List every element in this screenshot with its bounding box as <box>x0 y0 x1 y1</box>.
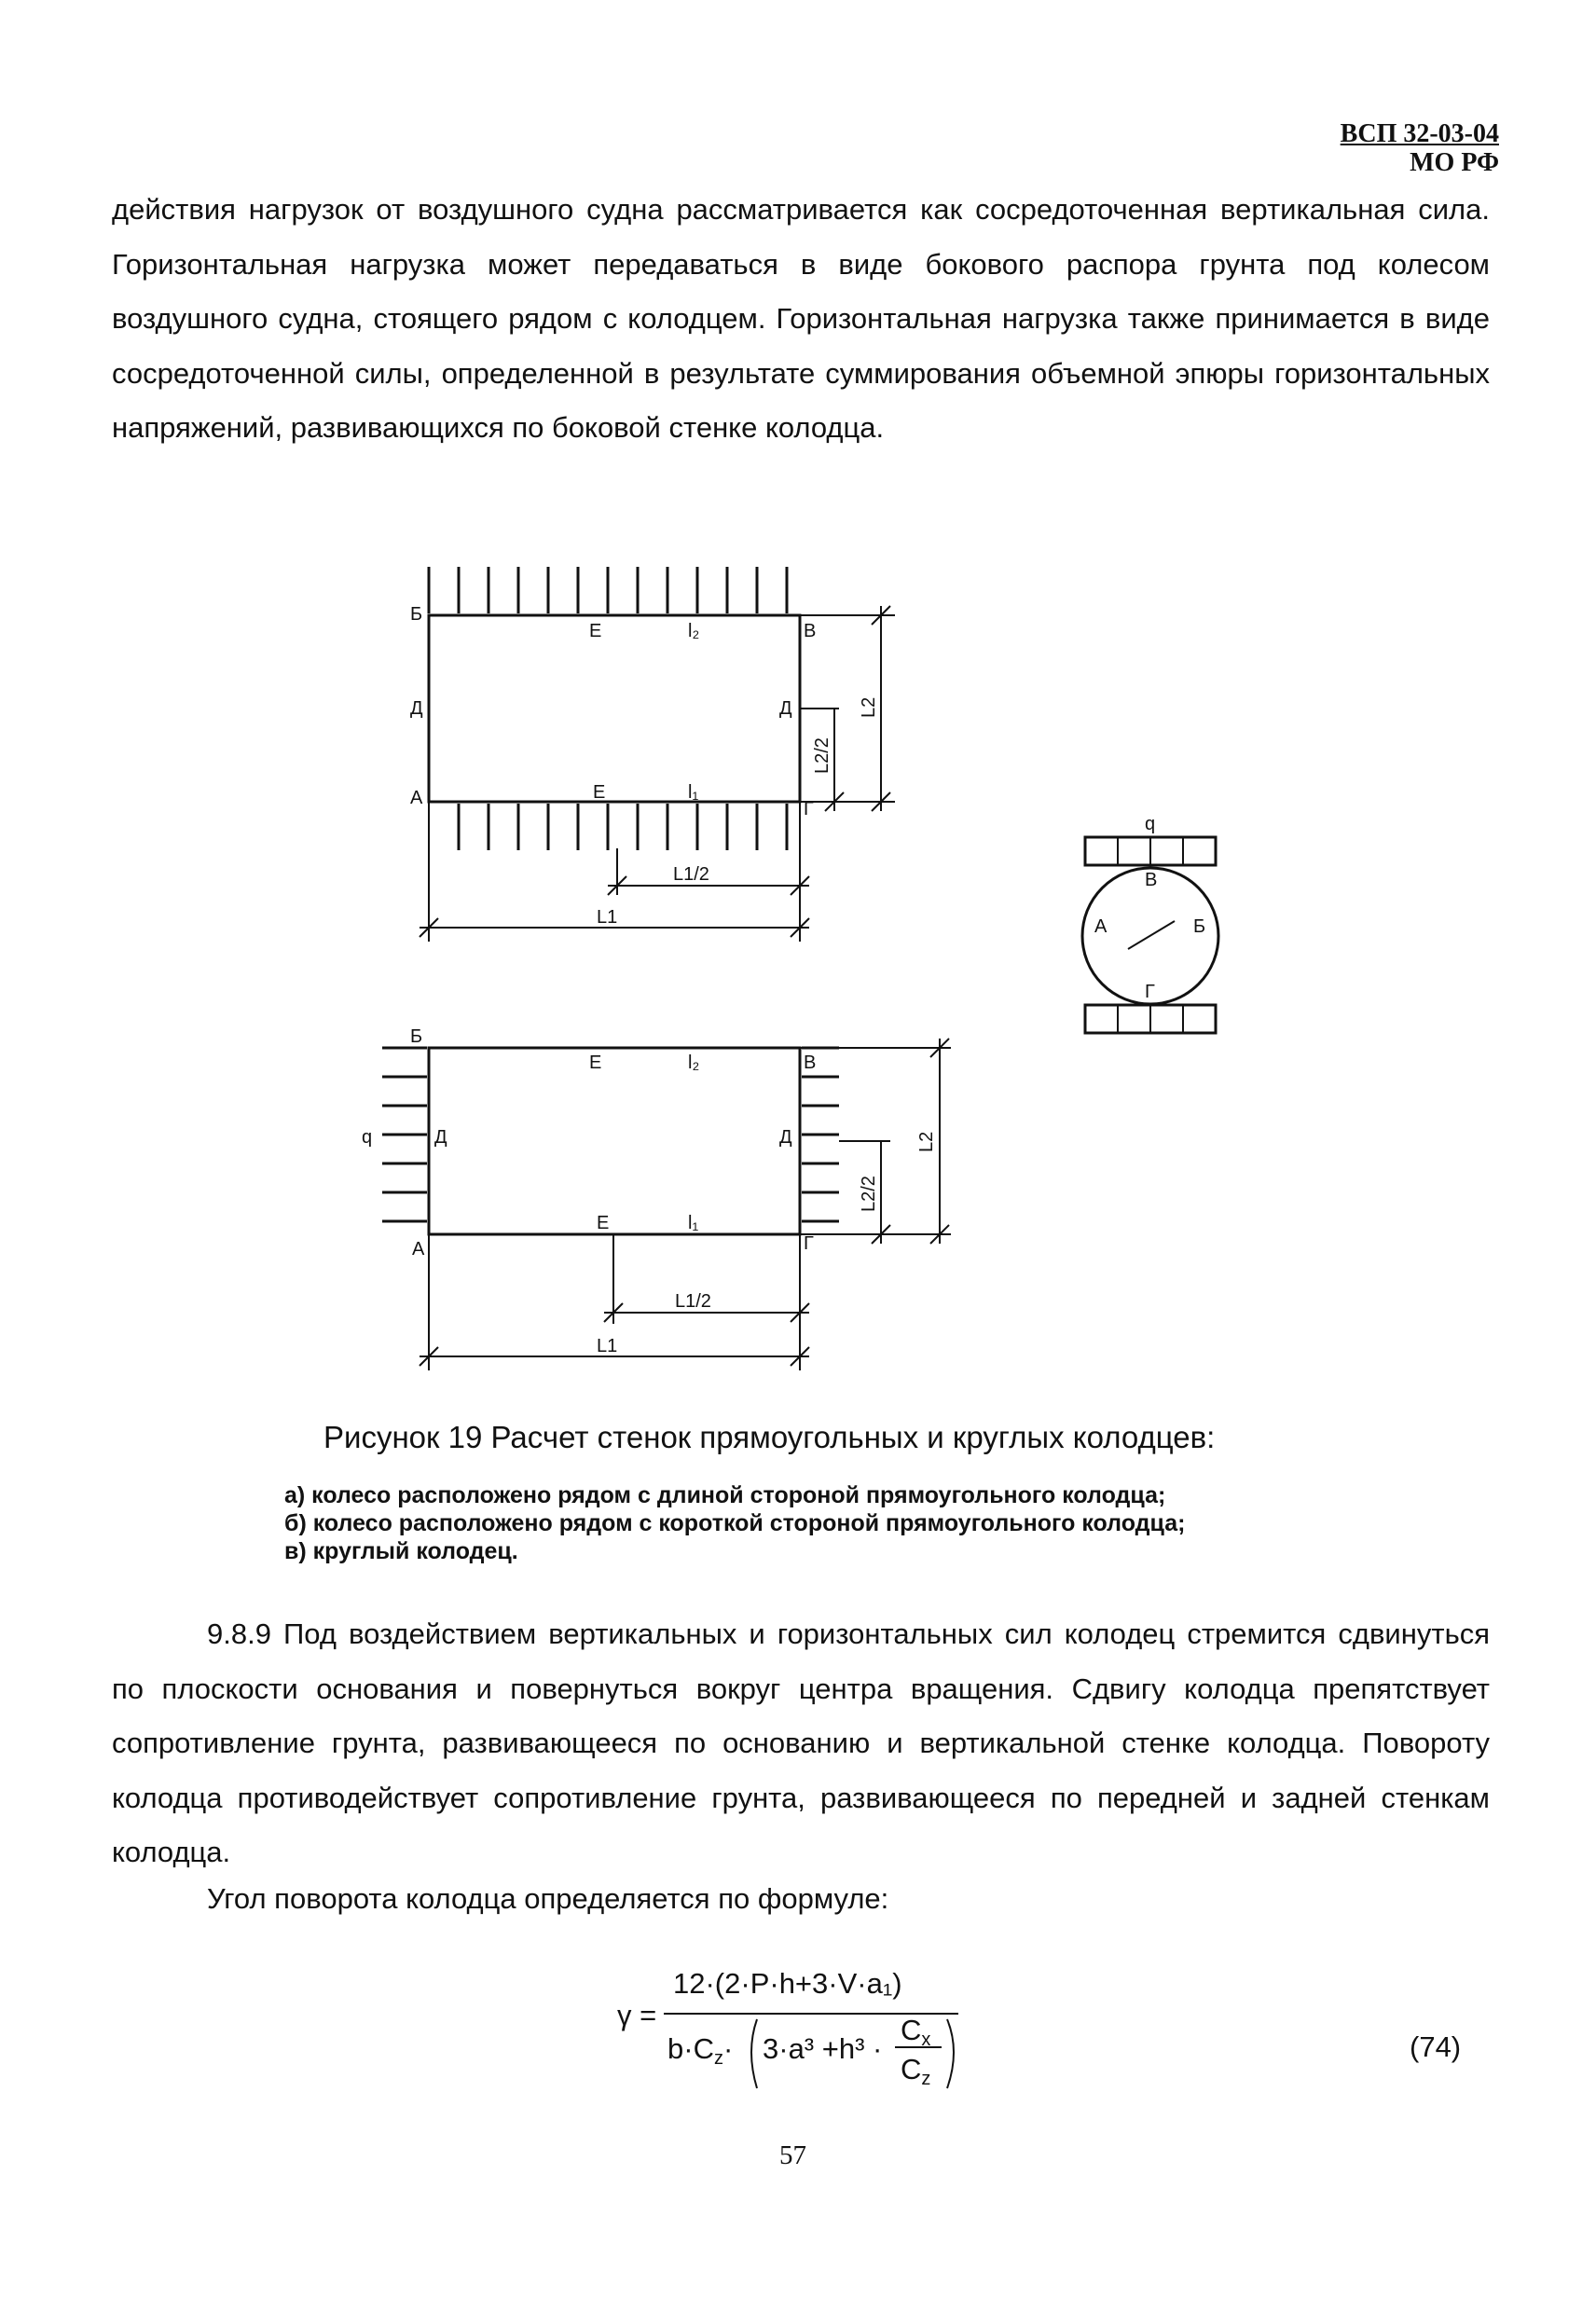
label-d-left-b: Д <box>434 1127 447 1148</box>
label-b-c: Б <box>1193 916 1206 937</box>
figure-19 <box>0 541 1596 1380</box>
formula-lhs: γ = <box>617 1999 657 2031</box>
right-paren <box>947 2019 954 2088</box>
document-org: МО РФ <box>1410 148 1499 177</box>
label-d-right-b: Д <box>779 1127 792 1148</box>
label-e-a: Е <box>589 621 602 641</box>
left-load-arrows <box>382 1048 427 1221</box>
label-e-bottom-b: Е <box>597 1213 610 1233</box>
formula-74 <box>0 1948 1596 2098</box>
formula-inner-den: Cz <box>901 2053 931 2089</box>
caption-item-a: а) колесо расположено рядом с длиной стороной прямоугольного колодца; <box>284 1482 1166 1508</box>
label-l2-half-b: L2/2 <box>859 1176 879 1212</box>
well-rectangle-a <box>429 615 800 802</box>
label-l1-half-a: L1/2 <box>673 864 709 885</box>
label-l1-dim-a: L1 <box>597 907 618 928</box>
label-q-c: q <box>1145 814 1156 834</box>
label-l1-half-b: L1/2 <box>675 1291 711 1312</box>
label-v-b: В <box>804 1053 817 1073</box>
label-a-c: А <box>1094 916 1108 937</box>
formula-den-inner: 3·a³ +h³ · <box>763 2032 883 2065</box>
page-number: 57 <box>779 2140 806 2170</box>
formula-intro: Угол поворота колодца определяется по формуле: <box>207 1882 889 1915</box>
equation-number: (74) <box>1410 2030 1462 2063</box>
label-g-a: Г <box>804 799 814 819</box>
formula-numerator: 12·(2·P·h+3·V·a₁) <box>673 1967 902 2000</box>
top-load-arrows <box>429 567 787 613</box>
caption-item-c: в) круглый колодец. <box>284 1538 518 1564</box>
label-l1-b: l₁ <box>688 1213 699 1233</box>
label-g-b: Г <box>804 1233 814 1254</box>
label-l2-half-a: L2/2 <box>812 737 832 774</box>
paragraph-1: действия нагрузок от воздушного судна рассматривается как сосредоточенная вертикальная сила. Горизонтальная нагрузка может передаваться в виде бокового распора грунта под колесом воздушного судна, стоящего рядом с колодцем. Горизонтальная нагрузка также принимается в виде сосредоточенной силы, определенной в результате суммирования объемной эпюры горизонтальных напряжений, развивающихся по боковой стенке колодца. <box>112 193 1490 444</box>
label-v-a: В <box>804 621 817 641</box>
bottom-load-arrows <box>459 804 787 850</box>
label-d-left-a: Д <box>410 698 423 719</box>
label-e-b: Е <box>589 1053 602 1073</box>
formula-inner-num: Cx <box>901 2014 931 2050</box>
right-load-arrows <box>802 1048 839 1221</box>
label-l2-b: l₂ <box>688 1053 700 1073</box>
label-l1-a: l₁ <box>688 782 699 803</box>
paragraph-9-8-9: 9.8.9 Под воздействием вертикальных и горизонтальных сил колодец стремится сдвинуться по плоскости основания и повернуться вокруг центра вращения. Сдвигу колодца препятствует сопротивление грунта, развивающееся по основанию и вертикальной стенке колодца. Повороту колодца противодействует сопротивление грунта, развивающееся по передней и задней стенкам колодца. <box>112 1617 1490 1868</box>
label-g-c: Г <box>1145 982 1155 1002</box>
label-d-right-a: Д <box>779 698 792 719</box>
document-code: ВСП 32-03-04 <box>1340 119 1499 148</box>
label-l1-dim-b: L1 <box>597 1336 618 1356</box>
label-l2-dim-a: L2 <box>859 696 879 718</box>
left-paren <box>751 2019 757 2088</box>
label-q-b: q <box>362 1127 373 1148</box>
formula-den-left: b·Cz· <box>667 2032 734 2069</box>
label-a-a: А <box>410 788 423 808</box>
label-l2-dim-b: L2 <box>916 1131 937 1152</box>
label-e-bottom-a: Е <box>593 782 606 803</box>
document-header <box>1341 119 1499 177</box>
label-b-b: Б <box>410 1026 423 1047</box>
label-b-a: Б <box>410 604 423 625</box>
figure-caption: Рисунок 19 Расчет стенок прямоугольных и круглых колодцев: <box>323 1420 1216 1454</box>
label-l2-a: l₂ <box>688 621 700 641</box>
caption-item-b: б) колесо расположено рядом с короткой стороной прямоугольного колодца; <box>284 1510 1186 1536</box>
label-a-b: А <box>412 1239 425 1259</box>
well-rectangle-b <box>429 1048 800 1234</box>
label-v-c: В <box>1145 870 1158 890</box>
